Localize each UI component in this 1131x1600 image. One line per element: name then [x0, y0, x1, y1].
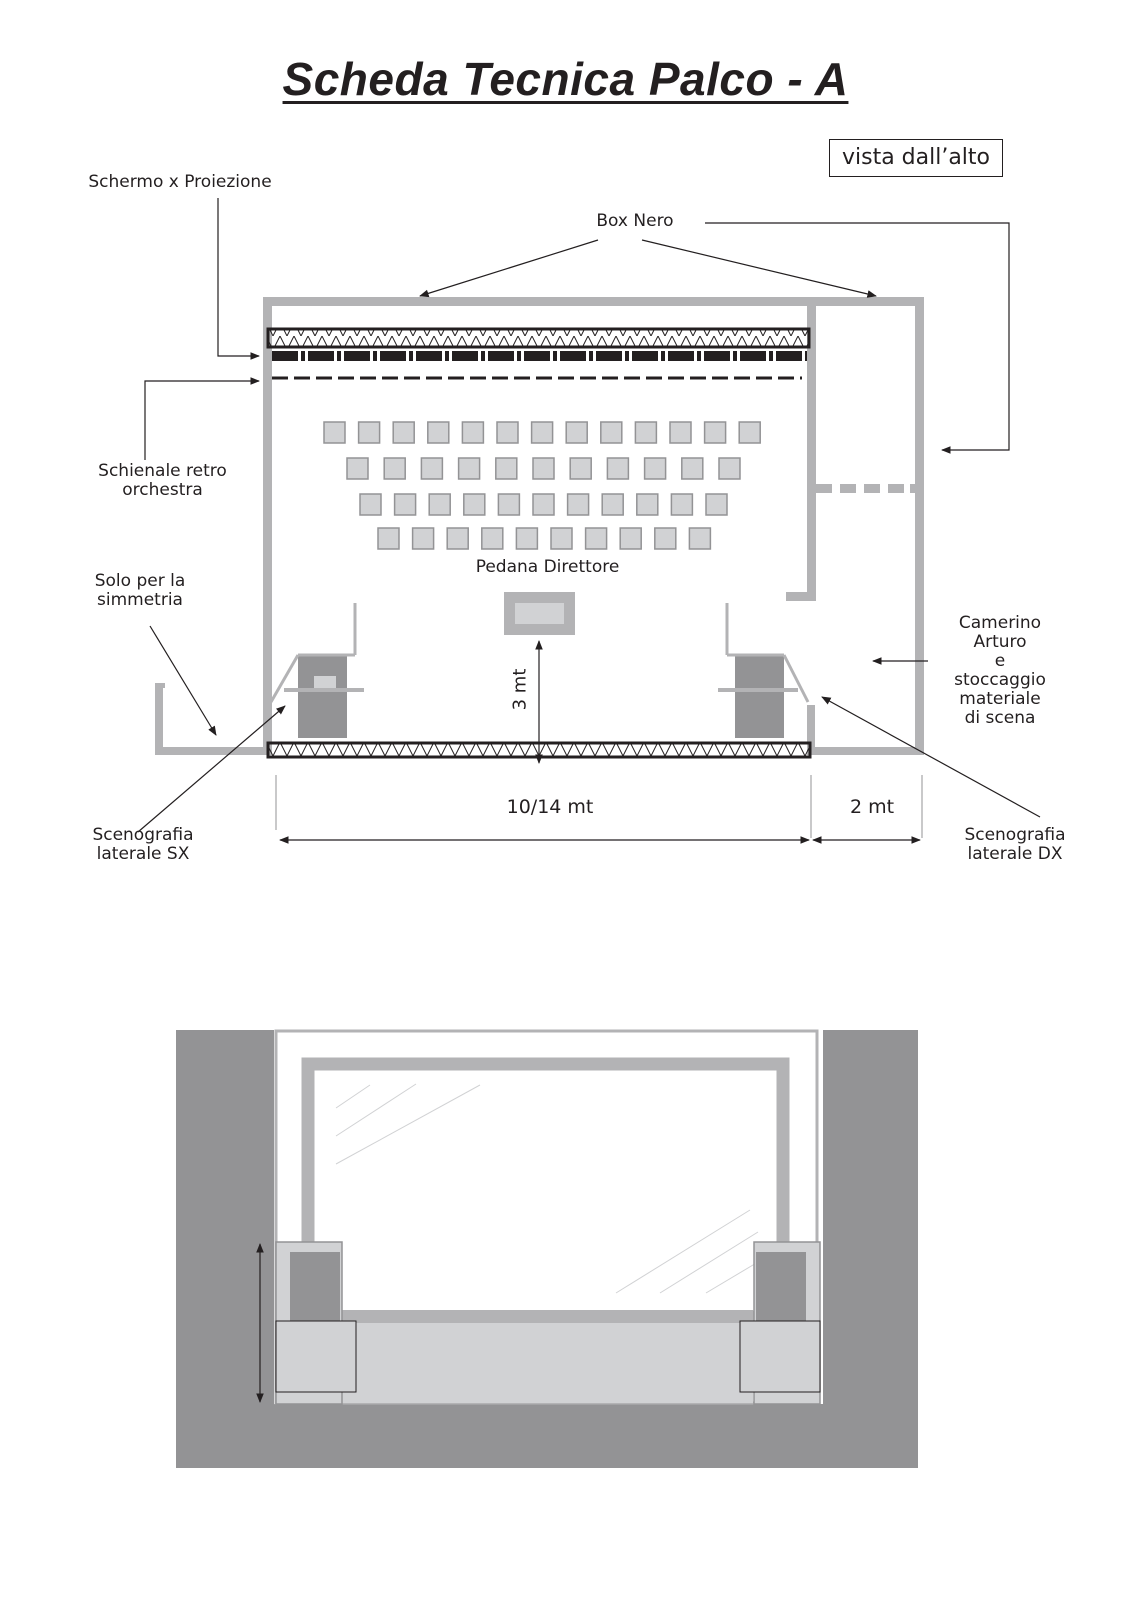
- seat: [655, 528, 676, 549]
- seat: [601, 422, 622, 443]
- seat: [378, 528, 399, 549]
- seat: [496, 458, 517, 479]
- seat: [421, 458, 442, 479]
- seat: [532, 422, 553, 443]
- seat: [670, 422, 691, 443]
- seat: [533, 458, 554, 479]
- seat: [602, 494, 623, 515]
- seat: [645, 458, 666, 479]
- seat: [570, 458, 591, 479]
- page-title: Scheda Tecnica Palco - A: [282, 53, 849, 105]
- seat: [607, 458, 628, 479]
- label-symmetry: Solo per la simmetria: [94, 571, 186, 610]
- front-view: [176, 1030, 918, 1468]
- label-conductor-platform: Pedana Direttore: [475, 557, 620, 577]
- label-black-box: Box Nero: [596, 211, 674, 231]
- orchestra-seats: [324, 422, 760, 549]
- scenery-left: [271, 603, 364, 738]
- seat: [533, 494, 554, 515]
- seat: [324, 422, 345, 443]
- seat: [706, 494, 727, 515]
- seat: [689, 528, 710, 549]
- seat: [739, 422, 760, 443]
- dimension-side: 2 mt: [849, 796, 895, 818]
- label-scenery-right: Scenografia laterale DX: [964, 825, 1066, 864]
- label-scenery-left: Scenografia laterale SX: [92, 825, 194, 864]
- seat: [429, 494, 450, 515]
- seat: [395, 494, 416, 515]
- label-screen: Schermo x Proiezione: [88, 172, 272, 192]
- seat: [360, 494, 381, 515]
- seat: [498, 494, 519, 515]
- seat: [462, 422, 483, 443]
- seat: [635, 422, 656, 443]
- label-backrest: Schienale retro orchestra: [98, 461, 227, 500]
- seat: [566, 422, 587, 443]
- truss-top: [268, 329, 809, 347]
- label-dressing-room: Camerino Arturo e stoccaggio materiale di scena: [954, 613, 1046, 728]
- seat: [393, 422, 414, 443]
- seat: [682, 458, 703, 479]
- seat: [551, 528, 572, 549]
- seat: [671, 494, 692, 515]
- seat: [497, 422, 518, 443]
- seat: [719, 458, 740, 479]
- seat: [568, 494, 589, 515]
- seat: [359, 422, 380, 443]
- seat: [516, 528, 537, 549]
- seat: [637, 494, 658, 515]
- seat: [620, 528, 641, 549]
- seat: [347, 458, 368, 479]
- dressing-room-dashes: [816, 484, 916, 493]
- seat: [705, 422, 726, 443]
- dimension-width: 10/14 mt: [506, 796, 594, 818]
- view-label: vista dall’alto: [829, 139, 1003, 177]
- seat: [384, 458, 405, 479]
- seat: [428, 422, 449, 443]
- seat: [482, 528, 503, 549]
- scenery-right: [718, 603, 808, 738]
- seat: [447, 528, 468, 549]
- seat: [413, 528, 434, 549]
- seat: [459, 458, 480, 479]
- seat: [586, 528, 607, 549]
- seat: [464, 494, 485, 515]
- dimension-depth: 3 mt: [509, 668, 531, 711]
